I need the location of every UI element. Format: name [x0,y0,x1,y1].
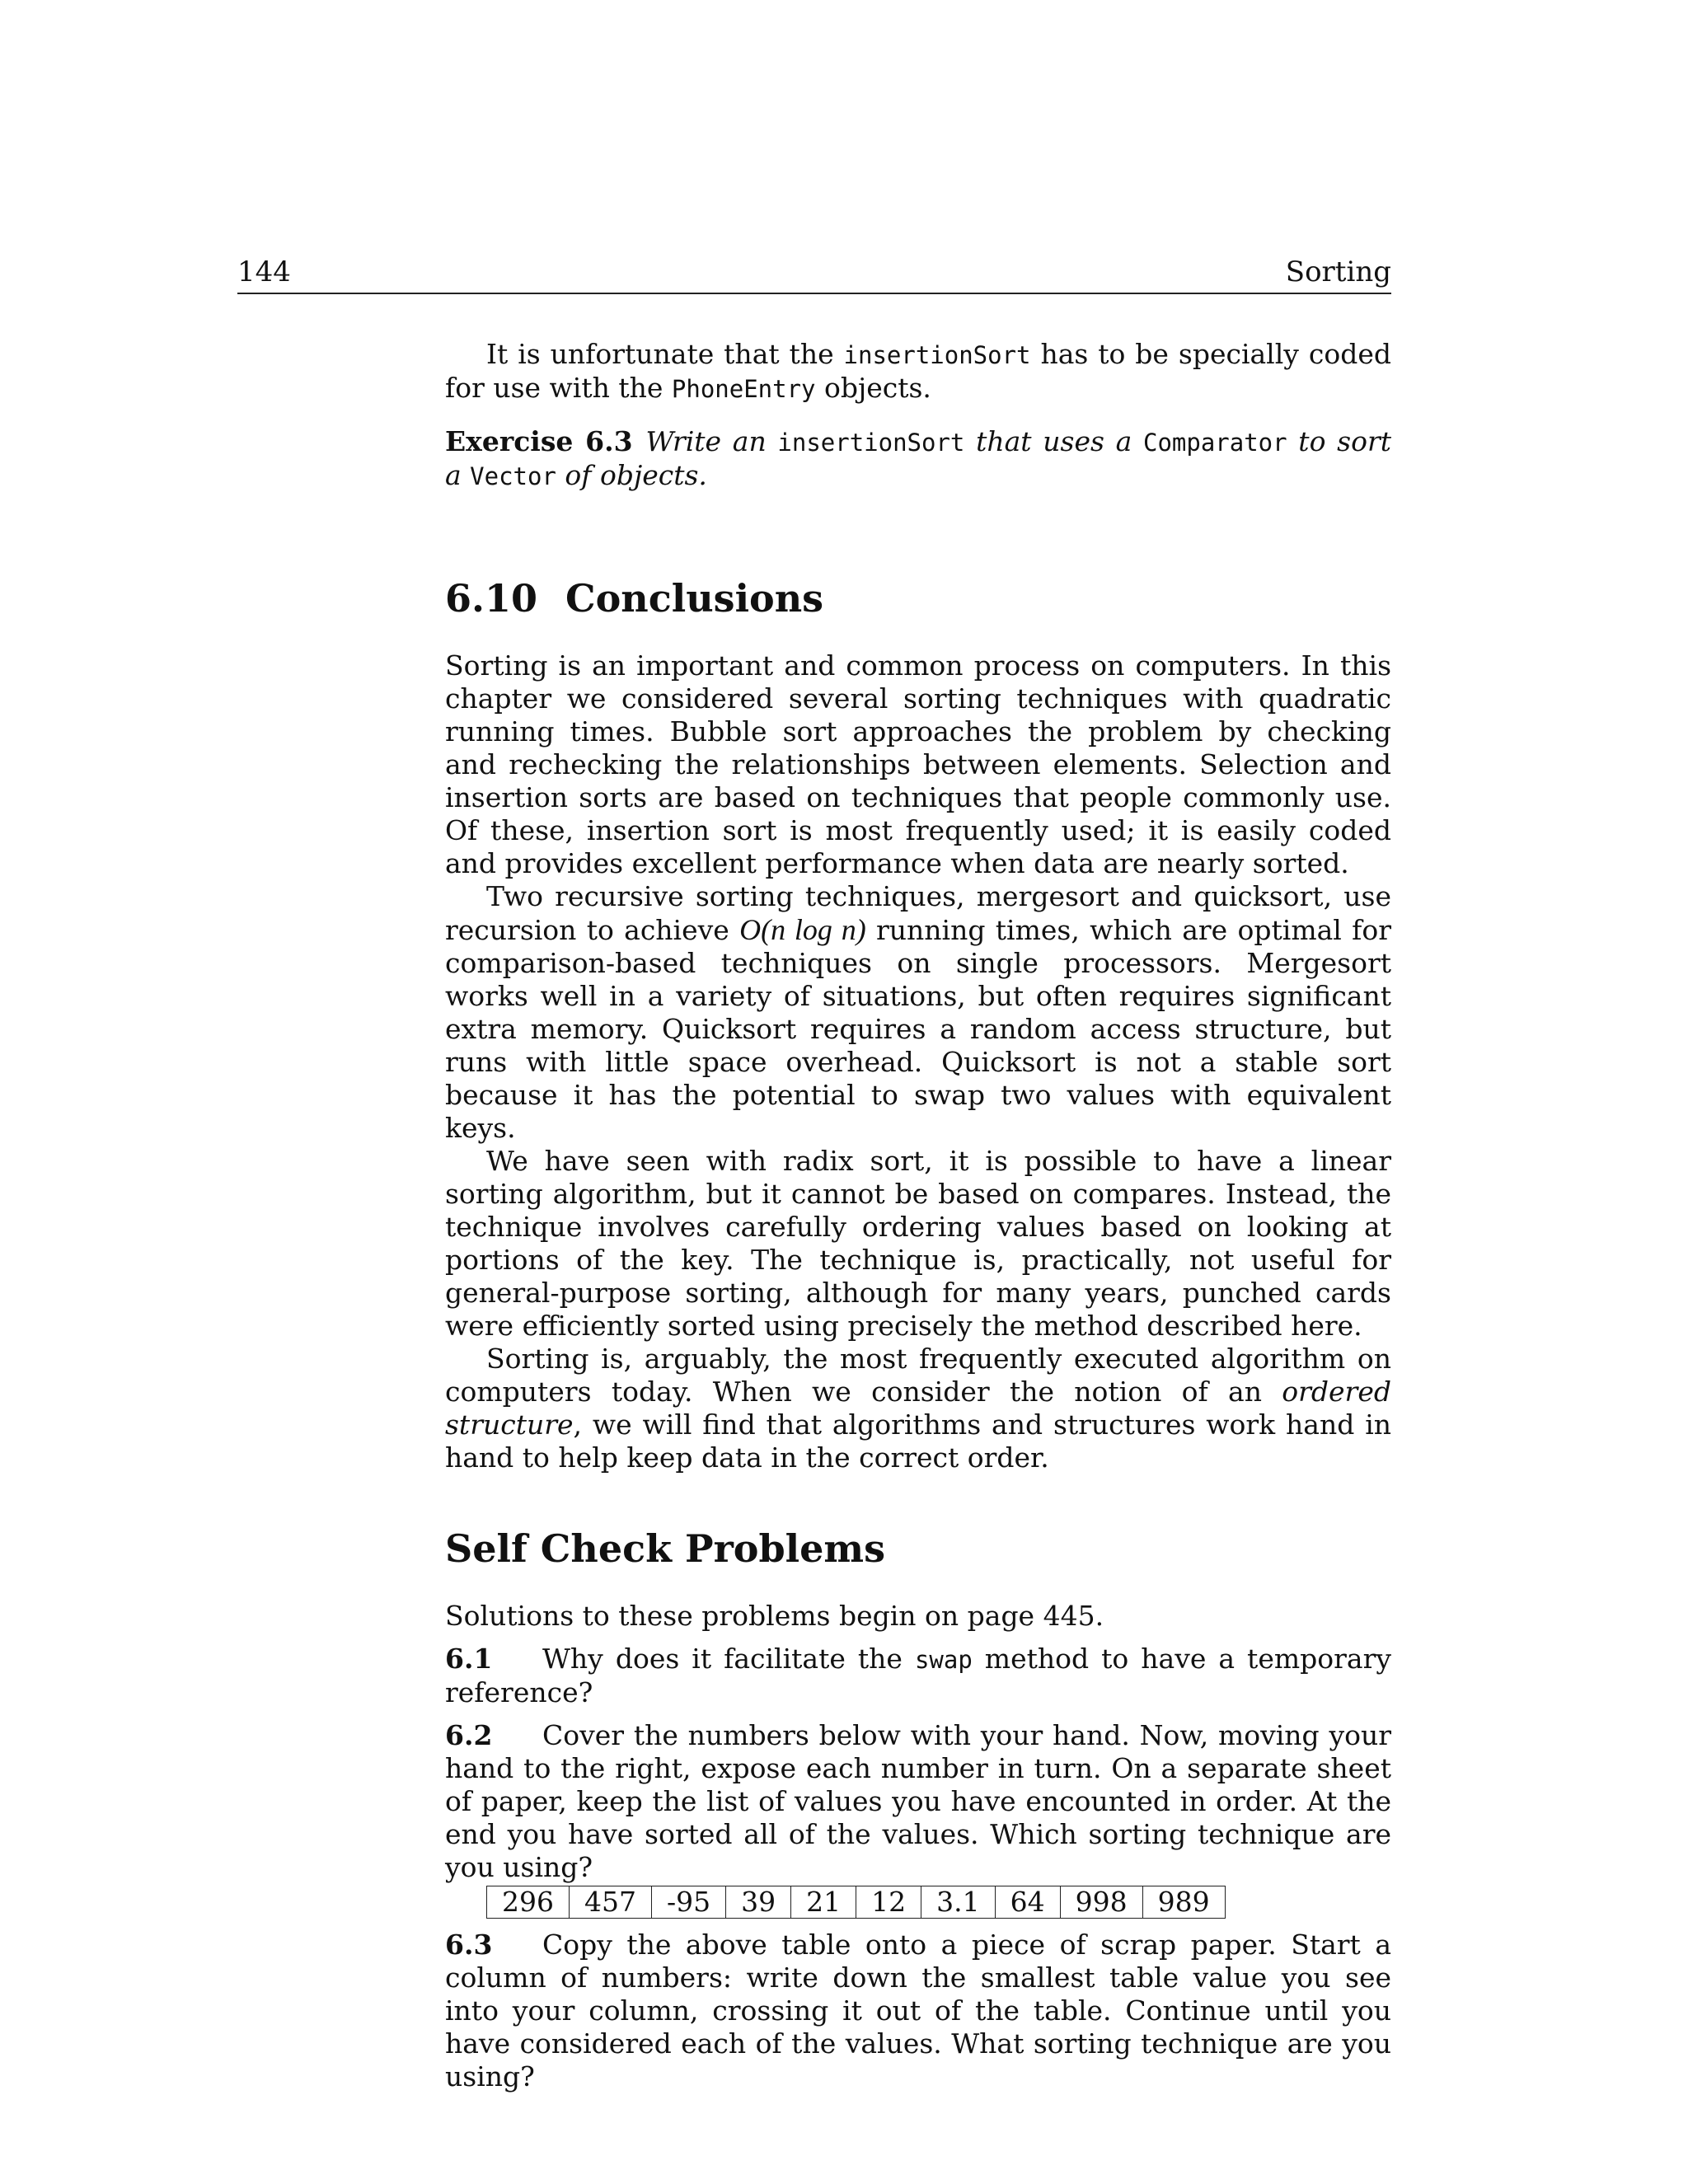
table-cell: 64 [995,1886,1060,1919]
section-number: 6.10 [445,576,538,621]
problem-text: Copy the above table onto a piece of scrap paper. Start a column of numbers: write down the smallest table value you see into your column, crossing it out of the table. Continue until you have considered each of the values. What sorting technique are you using? [445,1929,1391,2093]
table-cell: -95 [652,1886,726,1919]
intro-paragraph [445,338,1391,405]
problem-6-2 [445,1719,1391,1884]
paragraph-text: Two recursive sorting techniques, mergesort and quicksort, use recursion to achieve [445,880,1391,946]
problem-number: 6.1 [445,1643,493,1675]
self-check-intro: Solutions to these problems begin on page 445. [445,1600,1104,1632]
conclusions-paragraph-2 [445,880,1391,1145]
conclusions-paragraph-1: Sorting is an important and common process on computers. In this chapter we considered several sorting techniques with quadratic running times. Bubble sort approaches the problem by checking and rechecking the relationships between elements. Selection and insertion sorts are based on techniques that people commonly use. Of these, insertion sort is most frequently used; it is easily coded and provides excellent performance when data are nearly sorted. [445,649,1391,879]
exercise-label: Exercise 6.3 [445,425,633,457]
conclusions-paragraph-3: We have seen with radix sort, it is possible to have a linear sorting algorithm, but it cannot be based on compares. Instead, the technique involves carefully ordering values based on looking at portions of the key. The technique is, practically, not useful for general-purpose sorting, although for many years, punched cards were efficiently sorted using precisely the method described here. [445,1145,1391,1342]
header-rule [237,293,1391,294]
problem-text: method to have a temporary reference? [445,1643,1391,1708]
big-o-formula: O(n log n) [739,913,866,946]
exercise-text: Write an [645,425,778,457]
code-vector: Vector [470,462,556,490]
values-table [486,1886,1226,1919]
section-title: Conclusions [565,576,824,621]
table-cell: 21 [791,1886,856,1919]
intro-text: has to be specially coded for use with the [445,338,1391,404]
intro-text: It is unfortunate that the [486,338,844,370]
exercise-text: to sort a [445,425,1391,491]
values-table-wrapper [445,1886,1391,1919]
paragraph-text: , we will find that algorithms and structures work hand in hand to help keep data in the correct order. [445,1408,1391,1474]
table-cell: 39 [726,1886,791,1919]
problem-text: Why does it facilitate the [542,1643,915,1675]
text-column [445,338,1391,2093]
table-row [487,1886,1226,1919]
table-cell: 457 [570,1886,652,1919]
problem-number: 6.2 [445,1719,493,1751]
code-swap: swap [914,1646,973,1674]
paragraph-text: Sorting is, arguably, the most frequently executed algorithm on computers today. When we consider the notion of an [445,1343,1391,1408]
page-number: 144 [237,255,291,288]
conclusions-paragraph-4 [445,1343,1391,1474]
table-cell: 3.1 [921,1886,995,1919]
emphasis-ordered-structure: ordered structure [445,1376,1391,1441]
problem-6-3 [445,1929,1391,2093]
code-insertion-sort: insertionSort [843,341,1031,369]
running-header [237,252,1391,292]
section-heading-self-check: Self Check Problems [445,1526,885,1571]
intro-text: objects. [815,372,931,404]
chapter-title: Sorting [1285,255,1391,288]
problem-6-1 [445,1643,1391,1709]
table-cell: 12 [856,1886,921,1919]
paragraph-text: running times, which are optimal for comparison-based techniques on single processors. Mergesort works well in a variety of situations, but often requires significant extra memory. Quicksort requires a random access structure, but runs with little space overhead. Quicksort is not a stable sort because it has the potential to swap two values with equivalent keys. [445,914,1391,1144]
problem-text: Cover the numbers below with your hand. Now, moving your hand to the right, expose each number in turn. On a separate sheet of paper, keep the list of values you have encounted in order. At the end you have sorted all of the values. Which sorting technique are you using? [445,1719,1391,1883]
problem-number: 6.3 [445,1929,493,1961]
code-comparator: Comparator [1143,429,1287,457]
section-heading-conclusions [445,575,1391,621]
code-phone-entry: PhoneEntry [671,375,816,403]
exercise-text: that uses a [964,425,1143,457]
code-insertion-sort: insertionSort [777,429,965,457]
table-cell: 998 [1060,1886,1142,1919]
table-cell: 296 [487,1886,570,1919]
exercise-text: of objects. [556,459,707,491]
exercise-6-3 [445,425,1391,493]
table-cell: 989 [1142,1886,1225,1919]
